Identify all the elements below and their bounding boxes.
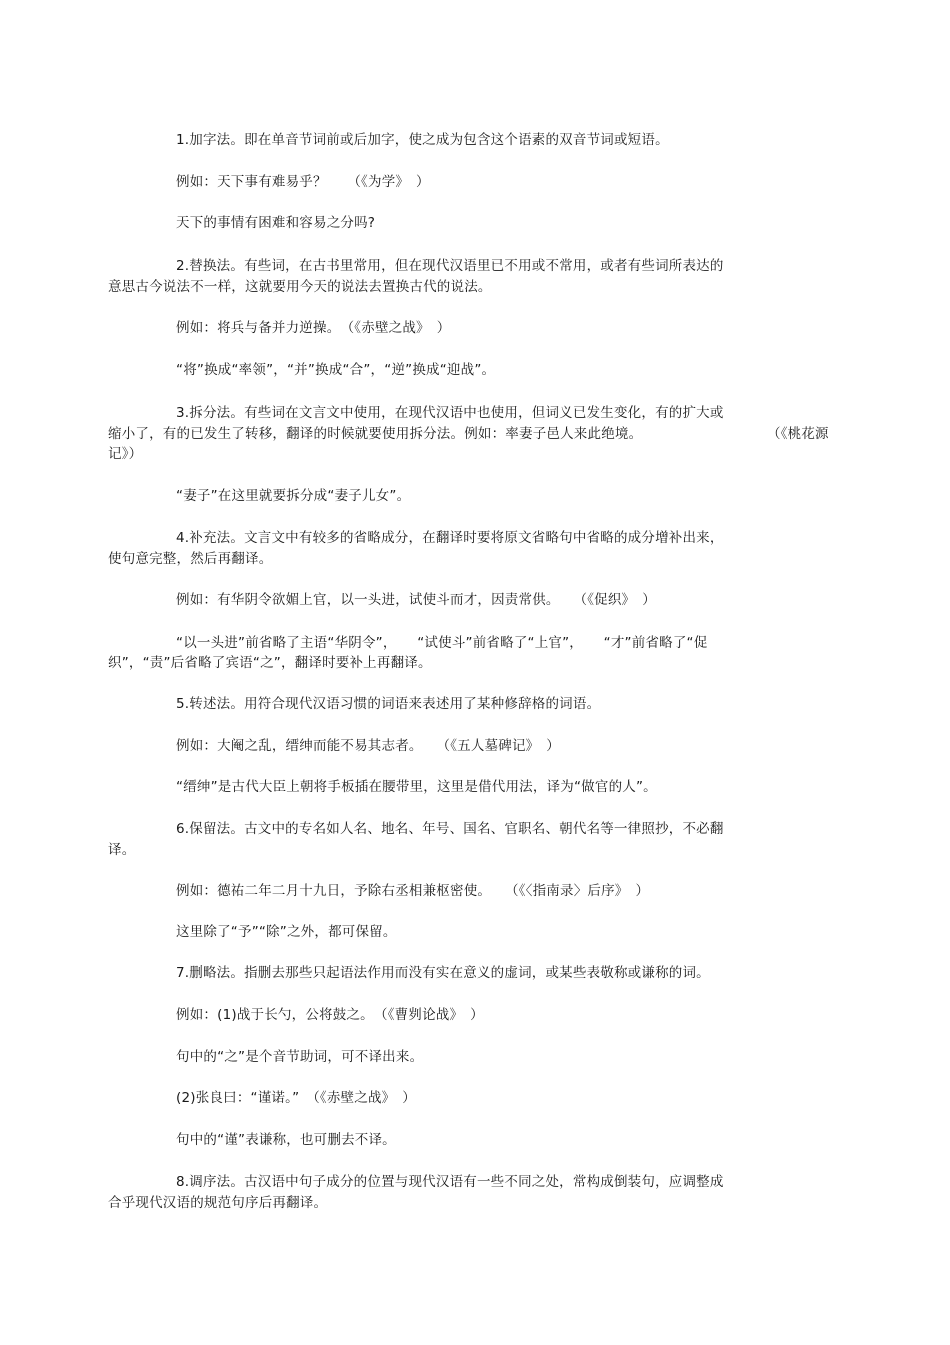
- method-6-example: 例如：德祐二年二月十九日，予除右丞相兼枢密使。 （《〈指南录〉后序》 ）: [176, 883, 650, 899]
- method-7-heading: 7.删略法。指删去那些只起语法作用而没有实在意义的虚词，或某些表敬称或谦称的词。: [176, 965, 710, 981]
- method-4-heading: 4.补充法。文言文中有较多的省略成分，在翻译时要将原文省略句中省略的成分增补出来，: [176, 530, 724, 546]
- method-2-heading-cont: 意思古今说法不一样，这就要用今天的说法去置换古代的说法。: [108, 279, 492, 295]
- method-5-explanation: “缙绅”是古代大臣上朝将手板插在腰带里，这里是借代用法，译为“做官的人”。: [176, 779, 657, 795]
- method-5-heading: 5.转述法。用符合现代汉语习惯的词语来表述用了某种修辞格的词语。: [176, 696, 601, 712]
- method-8-heading: 8.调序法。古汉语中句子成分的位置与现代汉语有一些不同之处，常构成倒装句，应调整成: [176, 1174, 724, 1190]
- method-7-example-1: 例如：(1)战于长勺，公将鼓之。 （《曹刿论战》 ）: [176, 1007, 484, 1023]
- method-6-heading: 6.保留法。古文中的专名如人名、地名、年号、国名、官职名、朝代名等一律照抄，不必翻: [176, 821, 724, 837]
- method-7-explanation-1: 句中的“之”是个音节助词，可不译出来。: [176, 1049, 424, 1065]
- method-2-example: 例如：将兵与备并力逆操。 （《赤壁之战》 ）: [176, 320, 451, 336]
- method-6-heading-cont: 译。: [108, 842, 136, 858]
- method-1-translation: 天下的事情有困难和容易之分吗?: [176, 215, 376, 231]
- method-4-explanation: “以一头进”前省略了主语“华阴令”， “试使斗”前省略了“上官”， “才”前省略了“促: [176, 635, 708, 651]
- method-1-example: 例如：天下事有难易乎？ （《为学》 ）: [176, 174, 430, 190]
- method-3-explanation: “妻子”在这里就要拆分成“妻子儿女”。: [176, 488, 411, 504]
- method-2-heading: 2.替换法。有些词，在古书里常用，但在现代汉语里已不用或不常用，或者有些词所表达的: [176, 258, 724, 274]
- method-4-example: 例如：有华阴令欲媚上官，以一头进，试使斗而才，因责常供。 （《促织》 ）: [176, 592, 656, 608]
- method-3-heading-cont: 缩小了，有的已发生了转移，翻译的时候就要使用拆分法。例如：率妻子邑人来此绝境。: [108, 426, 643, 442]
- method-7-example-2: (2)张良曰：“谨诺。” （《赤壁之战》 ）: [176, 1090, 417, 1106]
- method-3-source: （《桃花源: [767, 426, 829, 442]
- method-2-explanation: “将”换成“率领”，“并”换成“合”，“逆”换成“迎战”。: [176, 362, 496, 378]
- method-1-heading: 1.加字法。即在单音节词前或后加字，使之成为包含这个语素的双音节词或短语。: [176, 132, 669, 148]
- method-8-heading-cont: 合乎现代汉语的规范句序后再翻译。: [108, 1195, 328, 1211]
- method-3-heading: 3.拆分法。有些词在文言文中使用，在现代汉语中也使用，但词义已发生变化，有的扩大或: [176, 405, 724, 421]
- method-5-example: 例如：大阉之乱，缙绅而能不易其志者。 （《五人墓碑记》 ）: [176, 738, 560, 754]
- method-4-explanation-cont: 织”，“责”后省略了宾语“之”，翻译时要补上再翻译。: [108, 655, 432, 671]
- method-4-heading-cont: 使句意完整，然后再翻译。: [108, 551, 273, 567]
- method-3-source-cont: 记》）: [108, 446, 143, 462]
- method-6-explanation: 这里除了“予”“除”之外，都可保留。: [176, 924, 397, 940]
- method-7-explanation-2: 句中的“谨”表谦称，也可删去不译。: [176, 1132, 396, 1148]
